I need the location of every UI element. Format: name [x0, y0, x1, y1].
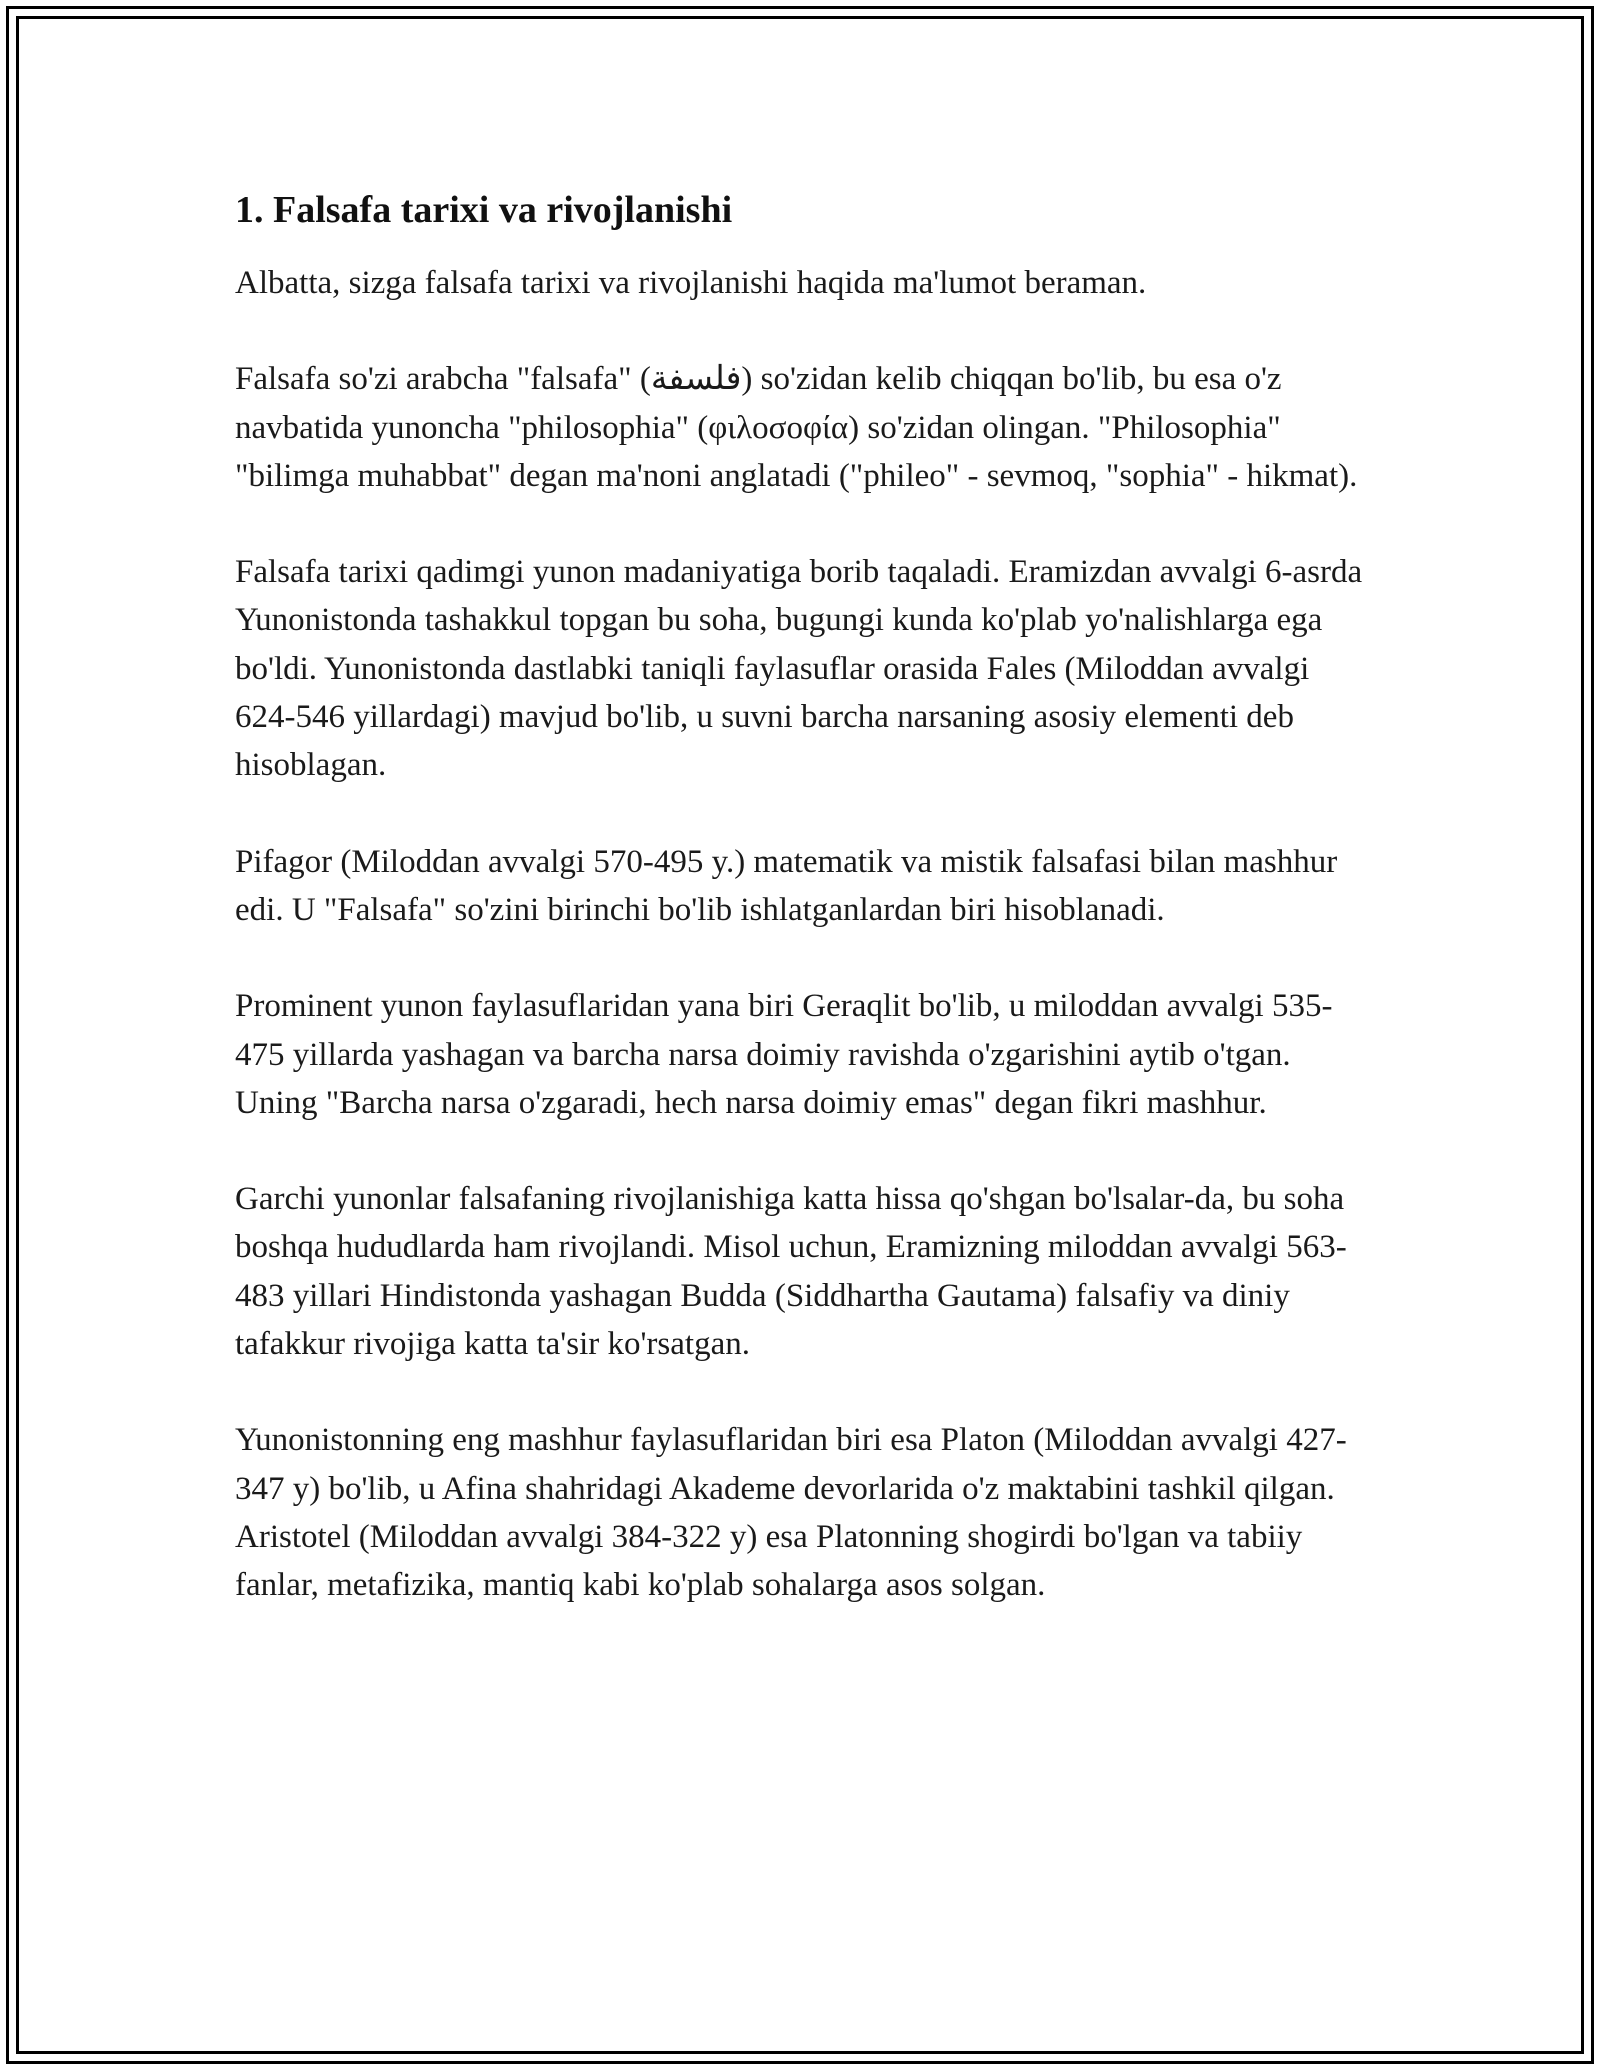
section-heading: 1. Falsafa tarixi va rivojlanishi	[235, 189, 733, 231]
paragraph-origins: Falsafa tarixi qadimgi yunon madaniyatiga borib taqaladi. Eramizdan avvalgi 6-asrda Yunonistonda tashakkul topgan bu soha, bugungi kunda ko'plab yo'nalishlarga ega bo'ldi. Yunonistonda dastlabki taniqli faylasuflar orasida Fales (Miloddan avvalgi 624-546 yillardagi) mavjud bo'lib, u suvni barcha narsaning asosiy elementi deb hisoblagan.	[235, 554, 1363, 784]
paragraph-pythagoras: Pifagor (Miloddan avvalgi 570-495 y.) matematik va mistik falsafasi bilan mashhur edi. U "Falsafa" so'zini birinchi bo'lib ishlatganlardan biri hisoblanadi.	[235, 843, 1338, 928]
paragraph-heraclitus: Prominent yunon faylasuflaridan yana biri Geraqlit bo'lib, u miloddan avvalgi 535-475 yillarda yashagan va barcha narsa doimiy ravishda o'zgarishini aytib o'tgan. Uning "Barcha narsa o'zgaradi, hech narsa doimiy emas" degan fikri mashhur.	[235, 988, 1333, 1121]
paragraph-etymology: Falsafa so'zi arabcha "falsafa" (فلسفة) so'zidan kelib chiqqan bo'lib, bu esa o'z navbatida yunoncha "philosophia" (φιλοσοφία) so'zidan olingan. "Philosophia" "bilimga muhabbat" degan ma'noni anglatadi ("phileo" - sevmoq, "sophia" - hikmat).	[235, 361, 1358, 494]
paragraph-intro: Albatta, sizga falsafa tarixi va rivojlanishi haqida ma'lumot beraman.	[235, 265, 1147, 301]
document-body	[235, 186, 1365, 1658]
paragraph-plato-aristotle: Yunonistonning eng mashhur faylasuflaridan biri esa Platon (Miloddan avvalgi 427-347 y) bo'lib, u Afina shahridagi Akademe devorlarida o'z maktabini tashkil qilgan. Aristotel (Miloddan avvalgi 384-322 y) esa Platonning shogirdi bo'lgan va tabiiy fanlar, metafizika, mantiq kabi ko'plab sohalarga asos solgan.	[235, 1422, 1347, 1604]
paragraph-buddha: Garchi yunonlar falsafaning rivojlanishiga katta hissa qo'shgan bo'lsalar-da, bu soha boshqa hududlarda ham rivojlandi. Misol uchun, Eramizning miloddan avvalgi 563-483 yillari Hindistonda yashagan Budda (Siddhartha Gautama) falsafiy va diniy tafakkur rivojiga katta ta'sir ko'rsatgan.	[235, 1181, 1347, 1363]
